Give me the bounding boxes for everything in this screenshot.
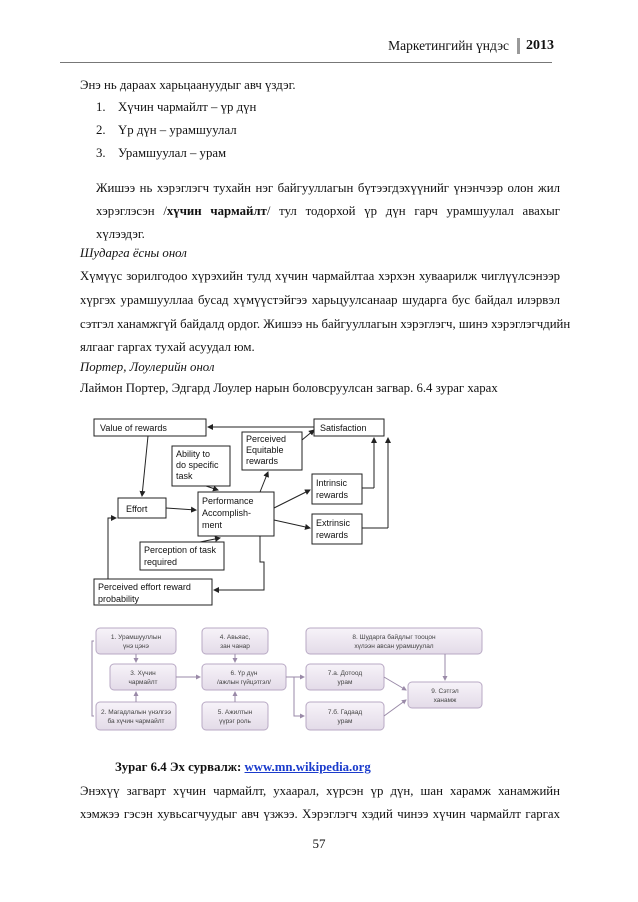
svg-text:ханамж: ханамж [433,697,457,704]
para1-line: хэрэглэсэн /хүчин чармайлт/ тул тодорхой үр дүн гарч урамшуулал авахыг [96,204,560,218]
section1-line: сэтгэл ханамжгүй байдалд ордог. Жишээ нь байгууллагын хэрэглэгч, шинэ хэрэглэгчдийн [80,317,571,331]
svg-text:rewards: rewards [316,530,349,540]
page-header [388,38,554,54]
svg-text:task: task [176,471,193,481]
motivation-flow-diagram [90,624,496,742]
porter-lawler-diagram [88,412,418,610]
box-1 [96,628,176,654]
section1-line: Хүмүүс зорилгодоо хүрэхийн тулд хүчин чармайлтаа хэрхэн хуваарилж чиглүүлсэнээр [80,269,560,283]
svg-text:/ажлын гүйцэтгэл/: /ажлын гүйцэтгэл/ [217,679,271,686]
svg-text:rewards: rewards [316,490,349,500]
svg-text:урам: урам [337,718,353,725]
svg-text:3. Хүчин: 3. Хүчин [130,670,156,677]
box-6 [202,664,286,690]
section2-line: Лаймон Портер, Эдгард Лоулер нарын боловсруулсан загвар. 6.4 зураг харах [80,381,498,395]
svg-text:probability: probability [98,594,140,604]
header-year: 2013 [517,38,554,54]
source-link[interactable]: www.mn.wikipedia.org [244,760,371,774]
para1-line: Жишээ нь хэрэглэгч тухайн нэг байгууллагын бүтээгдэхүүнийг үнэнчээр олон жил [96,181,560,195]
page-number: 57 [312,836,326,851]
svg-text:1. Урамшууллын: 1. Урамшууллын [110,634,162,641]
svg-text:Equitable: Equitable [246,445,284,455]
intro-text: Энэ нь дараах харьцаануудыг авч үздэг. [80,78,296,92]
svg-text:Effort: Effort [126,504,148,514]
svg-text:хүлээн авсан урамшуулал: хүлээн авсан урамшуулал [354,643,434,650]
svg-text:2. Магадлалын үнэлгээ: 2. Магадлалын үнэлгээ [100,709,172,716]
svg-text:Value of rewards: Value of rewards [100,423,167,433]
box-3 [110,664,176,690]
svg-text:7.б. Гадаад: 7.б. Гадаад [327,709,363,716]
box-9 [408,682,482,708]
svg-text:Satisfaction: Satisfaction [320,423,367,433]
section1-line: ялгааг гаргах тухай асуудал юм. [80,340,255,354]
svg-text:урам: урам [337,679,353,686]
svg-text:7.а. Дотоод: 7.а. Дотоод [327,670,363,677]
svg-text:4. Авьяас,: 4. Авьяас, [219,634,251,641]
header-rule [60,62,552,63]
svg-text:Perceived effort reward: Perceived effort reward [98,582,191,592]
header-title: Маркетингийн үндэс [388,38,509,53]
svg-text:ment: ment [202,520,223,530]
svg-text:үнэ цэнэ: үнэ цэнэ [123,643,149,650]
box-7b [306,702,384,730]
svg-text:чармайлт: чармайлт [128,679,158,686]
box-4 [202,628,268,654]
svg-text:Ability to: Ability to [176,449,211,459]
section1-line: хүргэх урамшууллаа бусад хүмүүстэйгээ харьцуулсанаар шударга бус байдал илэрвэл [80,293,560,307]
svg-text:Perception of task: Perception of task [144,545,217,555]
svg-text:Intrinsic: Intrinsic [316,478,348,488]
svg-text:8. Шударга байдлыг тооцон: 8. Шударга байдлыг тооцон [352,634,436,641]
list-item: 2. Үр дүн – урамшуулал [96,123,237,137]
box-8 [306,628,482,654]
svg-text:6. Үр дүн: 6. Үр дүн [230,670,258,677]
svg-text:5. Ажилтын: 5. Ажилтын [217,709,253,716]
svg-text:Perceived: Perceived [246,434,287,444]
svg-text:do specific: do specific [176,460,219,470]
box-7a [306,664,384,690]
list-item: 3. Урамшуулал – урам [96,146,227,160]
figure-caption: Зураг 6.4 Эх сурвалж: www.mn.wikipedia.org [115,760,371,774]
section-title: Шударга ёсны онол [80,246,187,260]
svg-text:зан чанар: зан чанар [220,643,250,650]
box-2 [96,702,176,730]
svg-text:required: required [144,557,178,567]
svg-text:rewards: rewards [246,456,279,466]
svg-text:Accomplish-: Accomplish- [202,508,252,518]
list-item: 1. Хүчин чармайлт – үр дүн [96,100,257,114]
box-5 [202,702,268,730]
svg-text:9. Сэтгэл: 9. Сэтгэл [431,688,459,695]
svg-text:Extrinsic: Extrinsic [316,518,351,528]
closing-line: хэмжээ гэсэн хувьсагчуудыг авч үзжээ. Хэрэглэгч хэдий чинээ хүчин чармайлт гаргах [80,807,560,821]
para1-line: хүлээдэг. [96,227,145,241]
svg-text:Performance: Performance [202,496,254,506]
closing-line: Энэхүү загварт хүчин чармайлт, ухаарал, хүрсэн үр дүн, шан харамж ханамжийн [80,784,560,798]
svg-text:ба хүчин чармайлт: ба хүчин чармайлт [107,718,165,725]
section-title: Портер, Лоулерийн онол [80,360,215,374]
svg-text:үүрэг роль: үүрэг роль [219,718,251,725]
